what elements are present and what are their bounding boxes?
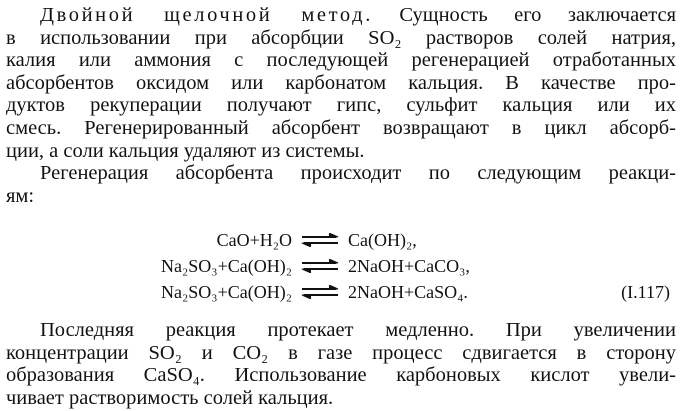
equation-lhs: Na₂SO₃+Ca(OH)₂ — [161, 282, 292, 302]
paragraph-line: абсорбентов оксидом или карбонатом кальция. В качестве про- — [6, 71, 676, 94]
paragraph-line: Регенерация абсорбента происходит по следующим реакци- — [40, 162, 676, 184]
paragraph-line: чивает растворимость солей кальция. — [6, 386, 334, 409]
equation-number: (I.117) — [621, 282, 670, 302]
paragraph-line: ции, а соли кальция удаляют из системы. — [6, 139, 365, 162]
paragraph-line: смесь. Регенерированный абсорбент возвращают в цикл абсорб- — [6, 116, 676, 139]
equilibrium-arrow-icon — [300, 259, 340, 273]
paragraph-line: концентрации SO₂ и CO₂ в газе процесс сдвигается в сторону — [6, 341, 676, 364]
equilibrium-arrow-icon — [300, 285, 340, 299]
equation-row — [6, 230, 676, 250]
paragraph-line — [6, 4, 676, 27]
paragraph-line: дуктов рекуперации получают гипс, сульфит кальция или их — [6, 94, 676, 117]
paragraph-regeneration-intro — [6, 162, 676, 207]
paragraph-line: в использовании при абсорбции SO₂ растворов солей натрия, — [6, 26, 676, 49]
equation-lhs: CaO+H₂O — [216, 230, 292, 250]
equation-rhs: 2NaOH+CaSO₄. — [348, 282, 468, 302]
equation-row — [6, 282, 676, 302]
equation-rhs: Ca(OH)₂, — [348, 230, 417, 250]
equation-row — [6, 256, 676, 276]
method-title: Двойной щелочной метод. — [40, 4, 373, 26]
paragraph-reaction-rate — [6, 319, 676, 409]
equation-rhs: 2NaOH+CaCO₃, — [348, 256, 470, 276]
equation-lhs: Na₂SO₃+Ca(OH)₂ — [161, 256, 292, 276]
paragraph-line: калия или аммония с последующей регенерацией отработанных — [6, 49, 676, 72]
document-page — [6, 0, 676, 411]
line-text: Сущность его заключается — [372, 4, 677, 26]
paragraph-double-alkali-method — [6, 4, 676, 162]
paragraph-line: Последняя реакция протекает медленно. При увеличении — [40, 319, 676, 341]
equilibrium-arrow-icon — [300, 233, 340, 247]
paragraph-line: ям: — [6, 184, 35, 207]
paragraph-line: образования CaSO₄. Использование карбоновых кислот увели- — [6, 364, 676, 387]
